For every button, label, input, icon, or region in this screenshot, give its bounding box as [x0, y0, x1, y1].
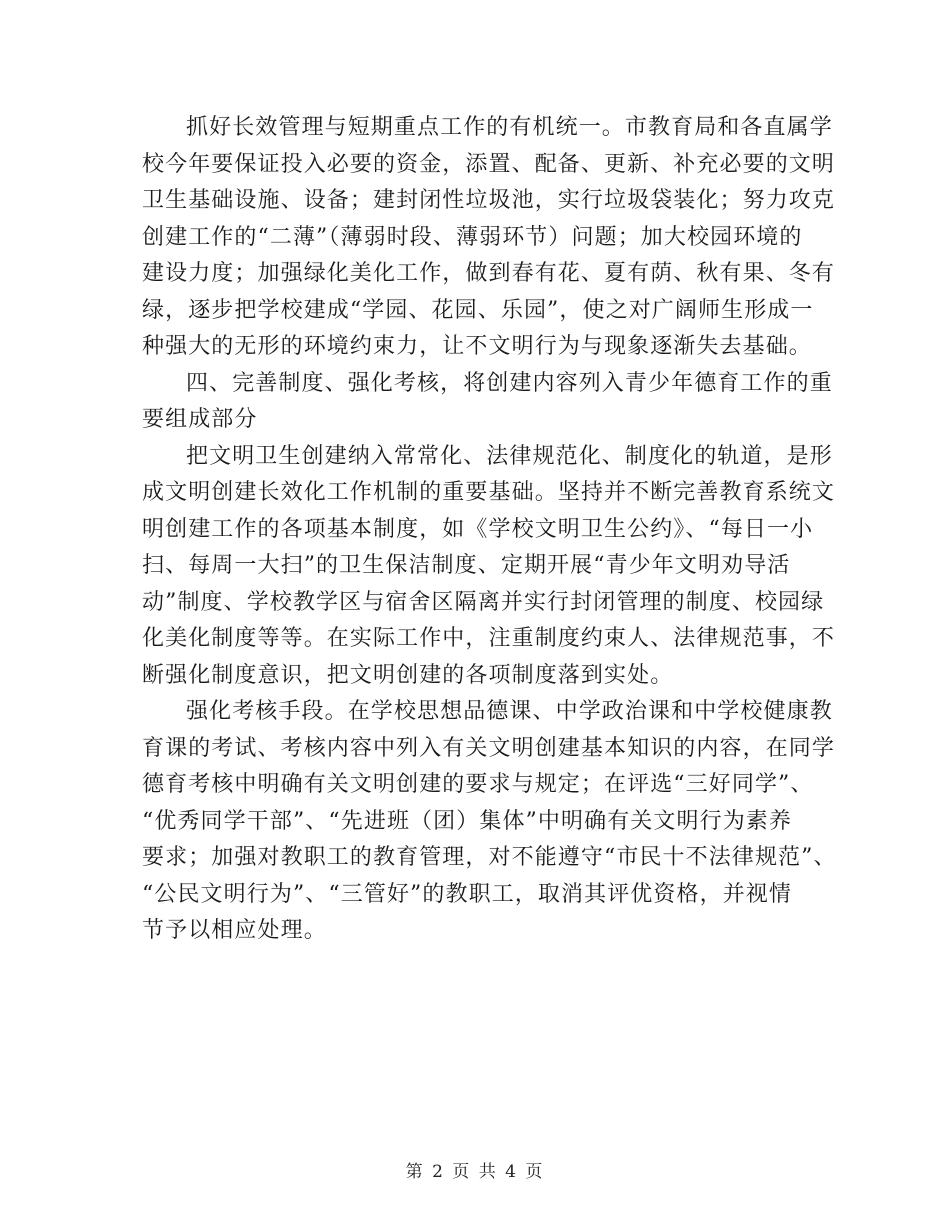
section-heading	[142, 366, 833, 439]
text-line: 明创建工作的各项基本制度，如《学校文明卫生公约》、“每日一小	[142, 516, 814, 542]
page-number: 第 2 页 共 4 页	[405, 1162, 545, 1182]
text-line: 动”制度、学校教学区与宿舍区隔离并实行封闭管理的制度、校园绿	[142, 589, 825, 615]
text-line: 强化考核手段。在学校思想品德课、中学政治课和中学校健康教	[186, 699, 833, 724]
text-line: 创建工作的“二薄”（薄弱时段、薄弱环节）问题；加大校园环境的	[142, 224, 803, 250]
text-line: 断强化制度意识，把文明创建的各项制度落到实处。	[142, 662, 674, 688]
text-line: 要组成部分	[142, 407, 258, 432]
text-line: 四、完善制度、强化考核，将创建内容列入青少年德育工作的重	[186, 370, 833, 396]
text-line: 要求；加强对教职工的教育管理，对不能遵守“市民十不法律规范”、	[142, 845, 837, 870]
document-body	[142, 110, 837, 950]
text-line: 育课的考试、考核内容中列入有关文明创建基本知识的内容，在同学	[142, 735, 836, 761]
text-line: 扫、每周一大扫”的卫生保洁制度、定期开展“青少年文明劝导活	[142, 553, 791, 578]
text-line: “公民文明行为”、“三管好”的教职工，取消其评优资格，并视情	[142, 881, 792, 907]
text-line: 德育考核中明确有关文明创建的要求与规定；在评选“三好同学”、	[142, 772, 814, 797]
text-line: 建设力度；加强绿化美化工作，做到春有花、夏有荫、秋有果、冬有	[142, 261, 836, 286]
text-line: 把文明卫生创建纳入常常化、法律规范化、制度化的轨道，是形	[186, 443, 833, 469]
text-line: 化美化制度等等。在实际工作中，注重制度约束人、法律规范事，不	[142, 626, 836, 651]
text-line: 校今年要保证投入必要的资金，添置、配备、更新、补充必要的文明	[142, 151, 836, 177]
paragraph-1	[142, 110, 836, 366]
text-line: 卫生基础设施、设备；建封闭性垃圾池，实行垃圾袋装化；努力攻克	[142, 188, 836, 213]
text-line: 绿，逐步把学校建成“学园、花园、乐园”，使之对广阔师生形成一	[142, 297, 814, 323]
text-line: 节予以相应处理。	[142, 918, 327, 943]
text-line: “优秀同学干部”、“先进班（团）集体”中明确有关文明行为素养	[142, 808, 792, 834]
paragraph-4	[142, 694, 837, 950]
text-line: 种强大的无形的环境约束力，让不文明行为与现象逐渐失去基础。	[142, 334, 812, 359]
text-line: 抓好长效管理与短期重点工作的有机统一。市教育局和各直属学	[186, 115, 833, 140]
paragraph-3	[142, 439, 836, 695]
text-line: 成文明创建长效化工作机制的重要基础。坚持并不断完善教育系统文	[142, 480, 836, 505]
